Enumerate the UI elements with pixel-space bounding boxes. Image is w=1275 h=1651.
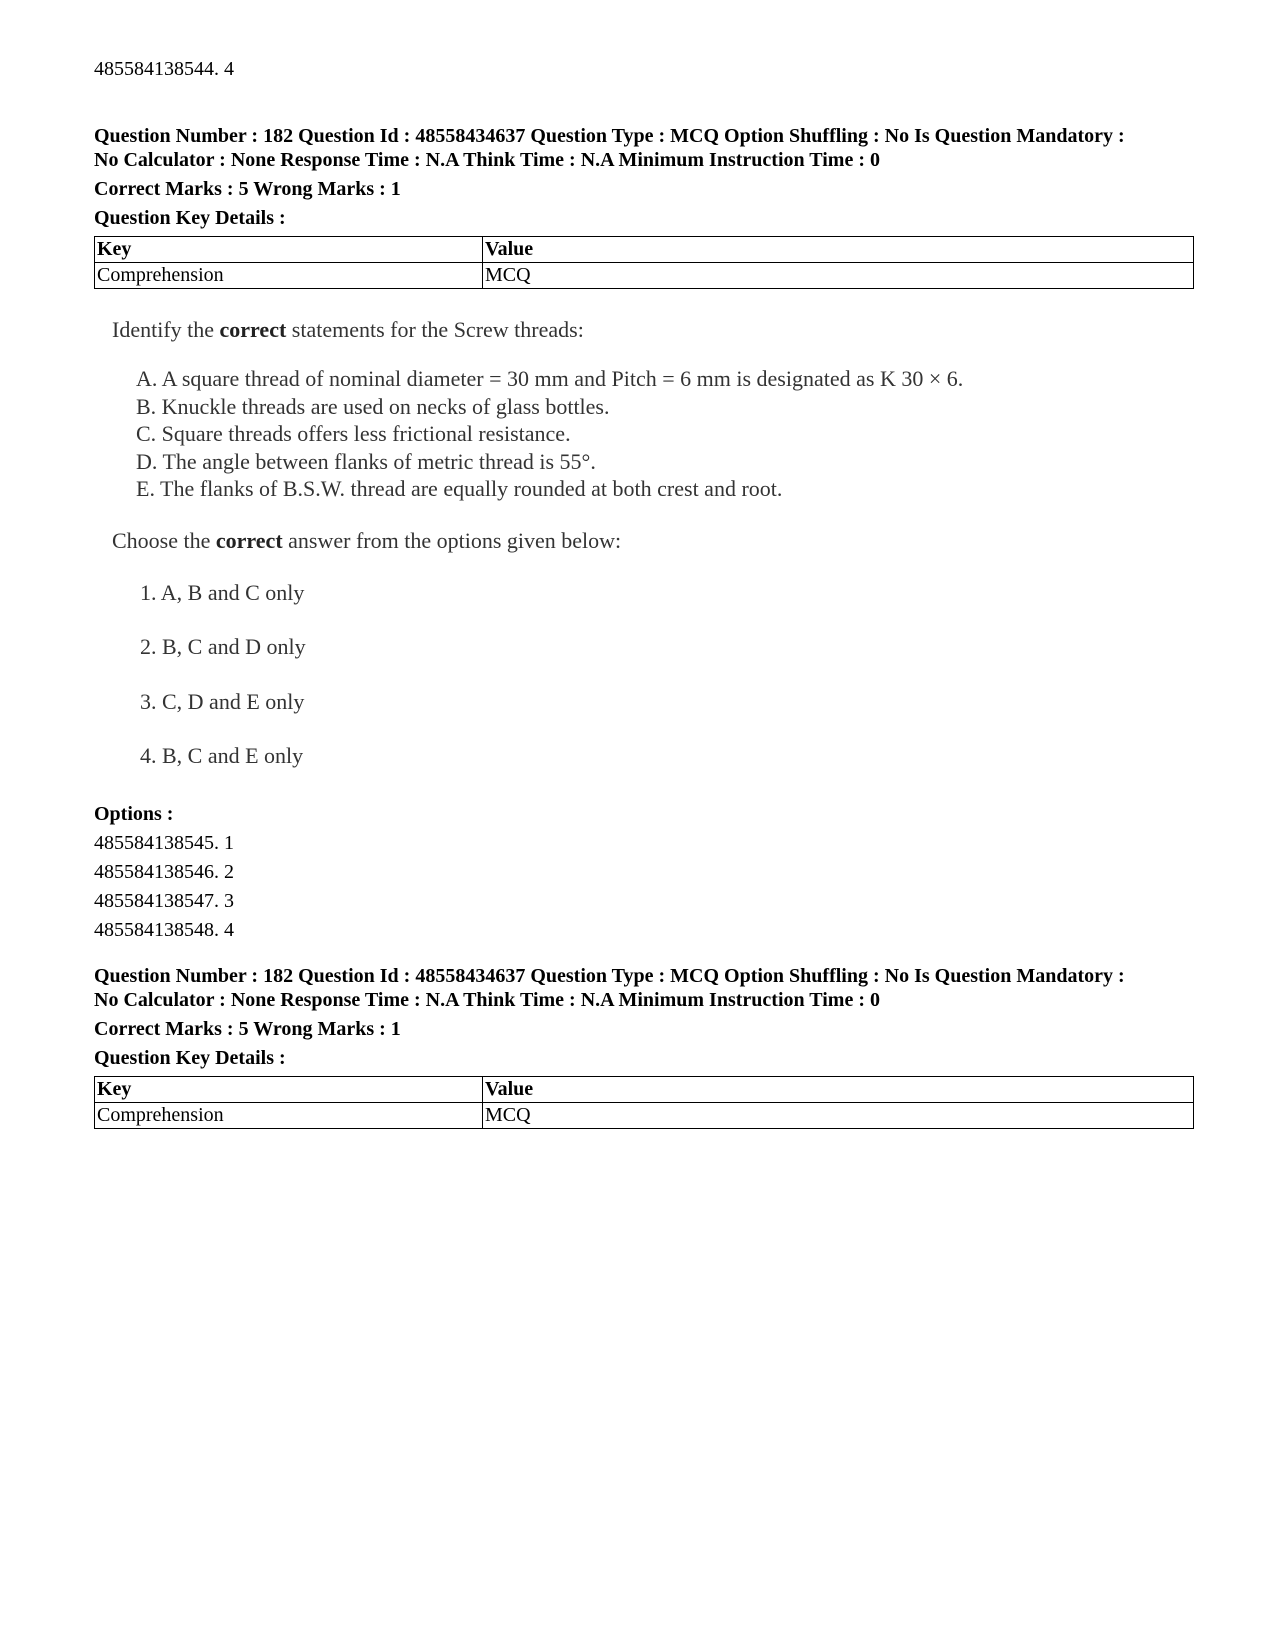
table-row xyxy=(95,1103,1194,1129)
choose-text-bold: correct xyxy=(215,527,283,553)
intro-text-pre: Identify the xyxy=(112,317,220,342)
question-image xyxy=(112,316,1072,797)
statement-e: E. The flanks of B.S.W. thread are equally rounded at both crest and root. xyxy=(136,476,783,501)
intro-text-bold: correct xyxy=(219,317,287,342)
statement-c: C. Square threads offers less frictional resistance. xyxy=(136,421,571,446)
option-item-2: 485584138546. 2 xyxy=(94,861,234,883)
statement-b: B. Knuckle threads are used on necks of glass bottles. xyxy=(136,393,610,419)
answer-choice-list xyxy=(140,579,1072,797)
option-item-3: 485584138547. 3 xyxy=(94,890,234,912)
answer-choice-1: 1. A, B and C only xyxy=(140,579,305,605)
answer-choice-4: 4. B, C and E only xyxy=(140,743,304,768)
question-intro xyxy=(112,316,1072,344)
table-row xyxy=(95,263,1194,289)
table-header-value: Value xyxy=(483,237,1194,263)
answer-choice-3: 3. C, D and E only xyxy=(140,688,305,714)
table-header-row xyxy=(95,1077,1194,1103)
table-header-value: Value xyxy=(483,1077,1194,1103)
option-item-1: 485584138545. 1 xyxy=(94,832,234,854)
statement-d: D. The angle between flanks of metric thread is 55°. xyxy=(136,448,596,474)
table-header-key: Key xyxy=(95,1077,483,1103)
option-item-4: 485584138548. 4 xyxy=(94,919,234,941)
statement-list xyxy=(136,365,1072,503)
question-block-2 xyxy=(94,964,1194,1129)
statement-a: A. A square thread of nominal diameter = 30 mm and Pitch = 6 mm is designated as K 30 × 6. xyxy=(136,366,964,391)
key-details-label: Question Key Details : xyxy=(94,207,286,229)
key-details-label: Question Key Details : xyxy=(94,1047,286,1069)
key-value-table xyxy=(94,1076,1194,1129)
question-meta-line-1: Question Number : 182 Question Id : 48558434637 Question Type : MCQ Option Shuffling : No Is Question Mandatory : xyxy=(94,125,1125,147)
question-meta-line-2: No Calculator : None Response Time : N.A Think Time : N.A Minimum Instruction Time : 0 xyxy=(94,989,880,1011)
intro-text-post: statements for the Screw threads: xyxy=(286,317,584,342)
answer-choice-2: 2. B, C and D only xyxy=(140,634,306,659)
table-cell-key: Comprehension xyxy=(95,263,483,289)
table-header-key: Key xyxy=(95,237,483,263)
options-title: Options : xyxy=(94,803,174,825)
marks-line: Correct Marks : 5 Wrong Marks : 1 xyxy=(94,178,401,200)
choose-text-post: answer from the options given below: xyxy=(282,527,622,553)
choose-instruction xyxy=(112,527,1072,555)
table-cell-key: Comprehension xyxy=(95,1103,483,1129)
table-cell-value: MCQ xyxy=(483,1103,1194,1129)
question-block-1 xyxy=(94,124,1194,289)
key-value-table xyxy=(94,236,1194,289)
question-meta-line-2: No Calculator : None Response Time : N.A Think Time : N.A Minimum Instruction Time : 0 xyxy=(94,149,880,171)
choose-text-pre: Choose the xyxy=(112,527,216,553)
previous-option-line: 485584138544. 4 xyxy=(94,58,234,80)
options-section xyxy=(94,800,234,945)
table-header-row xyxy=(95,237,1194,263)
question-meta-line-1: Question Number : 182 Question Id : 48558434637 Question Type : MCQ Option Shuffling : No Is Question Mandatory : xyxy=(94,965,1125,987)
table-cell-value: MCQ xyxy=(483,263,1194,289)
marks-line: Correct Marks : 5 Wrong Marks : 1 xyxy=(94,1018,401,1040)
